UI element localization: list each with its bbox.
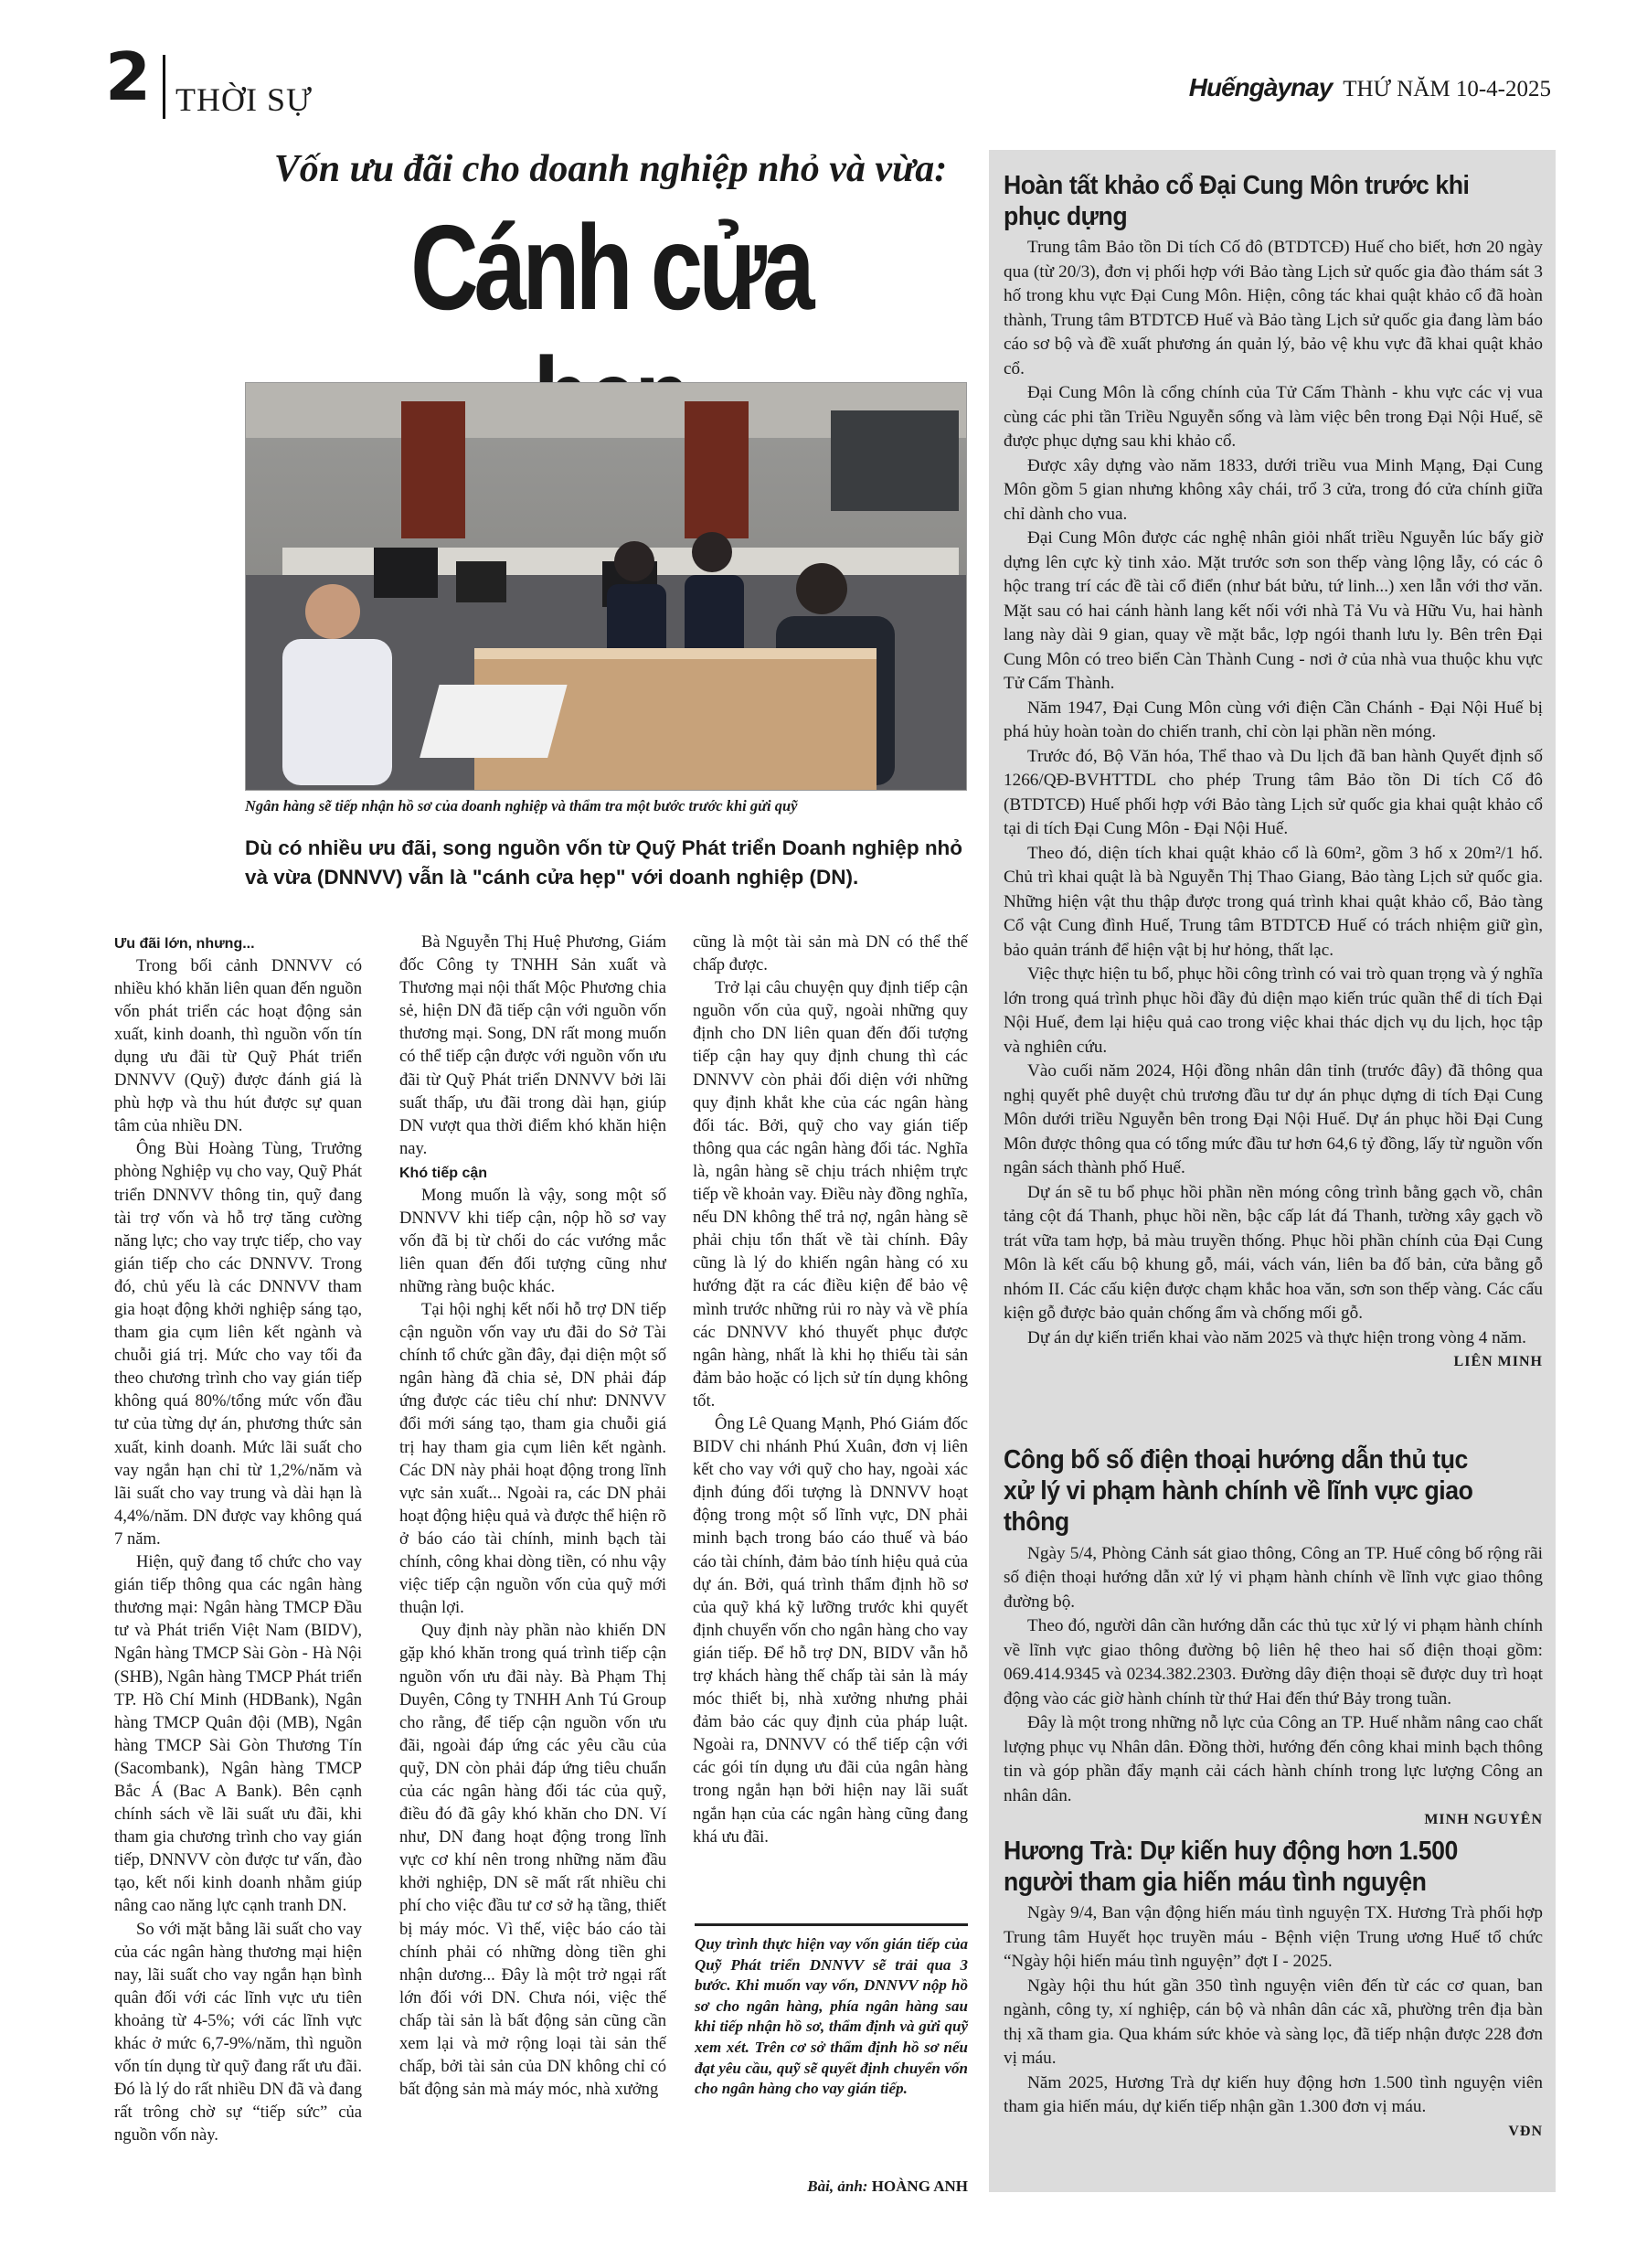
paragraph: Ngày hội thu hút gần 350 tình nguyện viên đến từ các cơ quan, ban ngành, công ty, xí nghiệp, cán bộ và nhân dân các xã, phường trên địa bàn thị xã tham gia. Qua khám sức khỏe và sàng lọc, đã tiếp nhận được 228 đơn vị máu. [1004,1975,1543,2069]
sidebar-story-title: Hương Trà: Dự kiến huy động hơn 1.500 người tham gia hiến máu tình nguyện [1004,1837,1458,1898]
sidebar-story-dai-cung-mon [1004,170,1543,1370]
bank-counter-photo-illustration [246,383,967,791]
byline-label: Bài, ảnh: [807,2177,868,2195]
paragraph: Vào cuối năm 2024, Hội đồng nhân dân tỉnh (trước đây) đã thông qua nghị quyết phê duyệt chủ trương đầu tư dự án phục dựng di tích Đại Cung Môn dưới triều Nguyễn bên trong Đại Nội Huế. Dự án phục hồi Đại Cung Môn được thông qua có tổng mức đầu tư hơn 64,6 tỷ đồng, lấy từ nguồn vốn ngân sách thành phố Huế. [1004,1061,1543,1178]
article-column-1 [114,931,362,2194]
article-column-2 [399,931,666,2192]
article-photo [245,382,967,791]
paragraph: Đại Cung Môn được các nghệ nhân giỏi nhất triều Nguyễn lúc bấy giờ dựng lên cực kỳ tinh xảo. Mặt trước sơn son thếp vàng lộng lẫy, có các ô hộc trang trí các đề tài cổ điển (như bát bửu, tứ linh...) xen lẫn với thơ văn. Mặt sau có hai cánh hành lang kết nối với nhà Tả Vu và Hữu Vu, hai hành lang này dài 9 gian, quay về mặt bắc, lợp ngói thanh lưu ly. Bên trên Đại Cung Môn có treo biển Càn Thành Cung - nơi ở của nhà vua thuộc khu vực Tử Cấm Thành. [1004,528,1543,694]
article-lead: Dù có nhiều ưu đãi, song nguồn vốn từ Quỹ Phát triển Doanh nghiệp nhỏ và vừa (DNNVV) vẫn là "cánh cửa hẹp" với doanh nghiệp (DN). [245,836,963,889]
subheading: Ưu đãi lớn, nhưng... [114,936,255,952]
paragraph: Tại hội nghị kết nối hỗ trợ DN tiếp cận nguồn vốn vay ưu đãi do Sở Tài chính tổ chức gần đây, đại diện một số ngân hàng đã chia sẻ, DN phải đáp ứng được các tiêu chí như: DNNVV đổi mới sáng tạo, tham gia chuỗi giá trị hay tham gia cụm liên kết ngành. Các DN này phải hoạt động trong lĩnh vực sản xuất... Ngoài ra, các DN phải hoạt động hiệu quả và được thể hiện rõ ở báo cáo tài chính, minh bạch tài chính, công khai dòng tiền, có nhu vậy việc tiếp cận nguồn vốn của quỹ mới thuận lợi. [399,1300,666,1618]
paragraph: So với mặt bằng lãi suất cho vay của các ngân hàng thương mại hiện nay, lãi suất cho vay ngắn hạn bình quân đối với các lĩnh vực ưu tiên khoảng từ 4-5%; với các lĩnh vực khác ở mức 6,7-9%/năm, thì nguồn vốn tín dụng từ quỹ đang rất ưu đãi. Đó là lý do rất nhiều DN đã và đang rất trông chờ sự “tiếp sức” của nguồn vốn này. [114,1919,362,2146]
paragraph: Theo đó, người dân cần hướng dẫn các thủ tục xử lý vi phạm hành chính về lĩnh vực giao thông đường bộ liên hệ theo hai số điện thoại gồm: 069.414.9345 và 0234.382.2303. Đường dây điện thoại sẽ được duy trì hoạt động vào các giờ hành chính từ thứ Hai đến thứ Bảy trong tuần. [1004,1616,1543,1709]
byline-author: HOÀNG ANH [871,2177,968,2195]
subheading: Khó tiếp cận [399,1165,488,1181]
paragraph: Dự án sẽ tu bổ phục hồi phần nền móng công trình bằng gạch vồ, chân tảng cột đá Thanh, phục hồi nền, bậc cấp lát đá Thanh, tường xây gạch vồ trát vữa tam hợp, bả màu truyền thống. Phục hồi phần chính của Đại Cung Môn là kết cấu bộ khung gỗ, mái, vách ván, liên ba đố bản, cửa bằng gỗ nhóm II. Các cấu kiện được chạm khắc hoa văn, sơn son thếp vàng. Các cấu kiện gỗ được bảo quản chống ẩm và chống mối gỗ. [1004,1182,1543,1324]
sidebar-story-body [1004,236,1543,1350]
paragraph: Quy định này phần nào khiến DN gặp khó khăn trong quá trình tiếp cận nguồn vốn ưu đãi này. Bà Phạm Thị Duyên, Công ty TNHH Anh Tú Group cho rằng, để tiếp cận nguồn vốn ưu đãi, ngoài đáp ứng các yêu cầu của quỹ, DN còn phải đáp ứng tiêu chuẩn của các ngân hàng đối tác của quỹ, điều đó đã gây khó khăn cho DN. Ví như, DN đang hoạt động trong lĩnh vực cơ khí nên trong những năm đầu khởi nghiệp, DN sẽ mất rất nhiều chi phí cho việc đầu tư cơ sở hạ tầng, thiết bị máy móc. Vì thế, việc báo cáo tài chính phải có những dòng tiền ghi nhận dương... Đây là một trở ngại rất lớn đối với DN. Chưa nói, việc thế chấp tài sản là bất động sản cũng cần xem lại và mở rộng loại tài sản thế chấp, bởi tài sản của DN không chỉ có bất động sản mà máy móc, nhà xưởng [399,1621,666,2100]
story-author: MINH NGUYÊN [1424,1812,1543,1828]
page-number: 2 [105,38,152,115]
paragraph: Năm 2025, Hương Trà dự kiến huy động hơn 1.500 tình nguyện viên tham gia hiến máu, dự kiến tiếp nhận gần 1.300 đơn vị máu. [1004,2072,1543,2117]
sidebar-story-body [1004,1542,1543,1809]
quote-divider [695,1923,968,1926]
paragraph: Ông Lê Quang Mạnh, Phó Giám đốc BIDV chi nhánh Phú Xuân, đơn vị liên kết cho vay với quỹ cho hay, ngoài xác định đúng đối tượng là DNNVV hoạt động trong một số lĩnh vực, DN phải minh bạch trong báo cáo thuế và báo cáo tài chính, đảm bảo tính hiệu quả của dự án. Bởi, quá trình thẩm định hồ sơ của quỹ khá kỹ lưỡng trước khi quyết định chuyển vốn cho ngân hàng cho vay gián tiếp. Để hỗ trợ DN, BIDV vẫn hỗ trợ khách hàng thế chấp tài sản là máy móc thiết bị, nhà xưởng nhưng phải đảm bảo các quy định của pháp luật. Ngoài ra, DNNVV có thể tiếp cận với các gói tín dụng ưu đãi của ngân hàng trong ngắn hạn bởi hiện nay lãi suất ngắn hạn của các ngân hàng cũng đang khá ưu đãi. [693,1413,968,1847]
sidebar-story-title: Hoàn tất khảo cổ Đại Cung Môn trước khi phục dựng [1004,171,1470,232]
paragraph: Năm 1947, Đại Cung Môn cùng với điện Cần Chánh - Đại Nội Huế bị phá hủy hoàn toàn do chiến tranh, chỉ còn lại phần nền móng. [1004,697,1543,742]
masthead [1189,73,1551,102]
section-divider [163,55,165,119]
issue-date: THỨ NĂM 10-4-2025 [1343,77,1551,101]
sidebar-story-traffic-hotline [1004,1444,1543,1828]
sidebar-story-blood-donation [1004,1836,1543,2140]
paragraph: Ông Bùi Hoàng Tùng, Trưởng phòng Nghiệp vụ cho vay, Quỹ Phát triển DNNVV thông tin, quỹ đang tài trợ vốn và hỗ trợ tăng cường năng lực; cho vay trực tiếp, cho vay gián tiếp cho các DNNVV. Trong đó, chủ yếu là các DNNVV tham gia hoạt động khởi nghiệp sáng tạo, tham gia cụm liên kết ngành và chuỗi giá trị. Mức cho vay tối đa theo chương trình cho vay gián tiếp không quá 80%/tổng mức vốn đầu tư của từng dự án, phương thức sản xuất, kinh doanh. Mức lãi suất cho vay ngắn hạn chỉ từ 1,2%/năm và lãi suất cho vay trung và dài hạn là 4,4%/năm. DN được vay không quá 7 năm. [114,1139,362,1549]
article-byline [695,2177,968,2196]
paragraph: Ngày 9/4, Ban vận động hiến máu tình nguyện TX. Hương Trà phối hợp Trung tâm Huyết học truyền máu - Bệnh viện Trung ương Huế tổ chức “Ngày hội hiến máu tình nguyện” đợt I - 2025. [1004,1903,1543,1972]
paragraph: Trở lại câu chuyện quy định tiếp cận nguồn vốn của quỹ, ngoài những quy định cho DN liên quan đến đối tượng tiếp cận hay quy định chung thì các DNNVV còn phải đối diện với những quy định khắt khe của các ngân hàng đối tác. Bởi, quỹ cho vay gián tiếp thông qua các ngân hàng đối tác. Nghĩa là, ngân hàng sẽ chịu trách nhiệm trực tiếp về khoản vay. Điều này đồng nghĩa, nếu DN không thể trả nợ, ngân hàng sẽ phải chịu tổn thất về tài chính. Đây cũng là lý do khiến ngân hàng có xu hướng đặt ra các điều kiện để bảo vệ mình trước những rủi ro này và về phía các DNNVV khó thuyết phục được ngân hàng, nhất là khi họ thiếu tài sản đảm bảo hoặc có lịch sử tín dụng không tốt. [693,978,968,1411]
article-headline: Cánh cửa [410,200,811,335]
paragraph: cũng là một tài sản mà DN có thể thế chấp được. [693,932,968,975]
sidebar-story-title: Công bố số điện thoại hướng dẫn thủ tục xử lý vi phạm hành chính về lĩnh vực giao thông [1004,1445,1473,1538]
paragraph: Mong muốn là vậy, song một số DNNVV khi tiếp cận, nộp hồ sơ vay vốn đã bị từ chối do các vướng mắc liên quan đến đối tượng cũng như những ràng buộc khác. [399,1185,666,1296]
newspaper-logo: Huếngàynay [1188,73,1333,101]
paragraph: Việc thực hiện tu bổ, phục hồi công trình có vai trò quan trọng và ý nghĩa lớn trong quá trình phục hồi đầy đủ diện mạo kiến trúc quần thể di tích Đại Nội Huế, đem lại hiệu quả cao trong việc khai thác dịch vụ du lịch, học tập và nghiên cứu. [1004,964,1543,1057]
paragraph: Theo đó, diện tích khai quật khảo cổ là 60m², gồm 3 hố x 20m²/1 hố. Chủ trì khai quật là bà Nguyễn Thị Thao Giang, Bảo tàng Lịch sử quốc gia. Những hiện vật thu thập được trong quá trình khai quật khảo cổ, Bảo tàng Cổ vật Cung đình Huế, Trung tâm BTDTCĐ Huế có trách nhiệm giữ gìn, bảo quản tránh để hiện vật bị hư hỏng, thất lạc. [1004,843,1543,960]
story-author: LIÊN MINH [1453,1354,1543,1370]
paragraph: Đại Cung Môn là cổng chính của Tử Cấm Thành - khu vực các vị vua cùng các phi tần Triều Nguyễn sống và làm việc bên trong Đại Nội Huế, sẽ được phục dựng sau khi khảo cổ. [1004,383,1543,452]
paragraph: Trong bối cảnh DNNVV có nhiều khó khăn liên quan đến nguồn vốn phát triển các hoạt động sản xuất, kinh doanh, thì nguồn vốn tín dụng ưu đãi từ Quỹ Phát triển DNNVV (Quỹ) được đánh giá là phù hợp và thu hút được sự quan tâm của nhiều DN. [114,955,362,1136]
paragraph: Dự án dự kiến triển khai vào năm 2025 và thực hiện trong vòng 4 năm. [1027,1327,1526,1347]
paragraph: Ngày 5/4, Phòng Cảnh sát giao thông, Công an TP. Huế công bố rộng rãi số điện thoại hướng dẫn xử lý vi phạm hành chính về lĩnh vực giao thông đường bộ. [1004,1543,1543,1612]
story-author: VĐN [1508,2123,1543,2139]
section-name: THỜI SỰ [175,81,313,118]
paragraph: Bà Nguyễn Thị Huệ Phương, Giám đốc Công ty TNHH Sản xuất và Thương mại nội thất Mộc Phương chia sẻ, hiện DN đã tiếp cận với nguồn vốn thương mại. Song, DN rất mong muốn có thể tiếp cận được với nguồn vốn ưu đãi từ Quỹ Phát triển DNNVV bởi lãi suất thấp, ưu đãi trong dài hạn, giúp DN vượt qua thời điểm khó khăn hiện nay. [399,932,666,1158]
paragraph: Trước đó, Bộ Văn hóa, Thể thao và Du lịch đã ban hành Quyết định số 1266/QĐ-BVHTTDL cho phép Trung tâm Bảo tồn Di tích Cố đô (BTDTCĐ) Huế phối hợp với Bảo tàng Lịch sử quốc gia khai quật khảo cổ tại di tích Đại Cung Môn - Đại Nội Huế. [1004,746,1543,839]
paragraph: Đây là một trong những nỗ lực của Công an TP. Huế nhằm nâng cao chất lượng phục vụ Nhân dân. Đồng thời, hướng đến công khai minh bạch thông tin và góp phần đẩy mạnh cải cách hành chính trong lực lượng Công an nhân dân. [1004,1713,1543,1805]
pull-quote: Quy trình thực hiện vay vốn gián tiếp của Quỹ Phát triển DNNVV sẽ trải qua 3 bước. Khi muốn vay vốn, DNNVV nộp hồ sơ cho ngân hàng, phía ngân hàng sau khi tiếp nhận hồ sơ, thẩm định và gửi quỹ xem xét. Trên cơ sở thẩm định hồ sơ nếu đạt yêu cầu, quỹ sẽ quyết định chuyển vốn cho ngân hàng cho vay gián tiếp. [695,1935,968,2098]
paragraph: Được xây dựng vào năm 1833, dưới triều vua Minh Mạng, Đại Cung Môn gồm 5 gian nhưng không xây chái, trổ 3 cửa, trong đó cửa chính giữa chỉ dành cho vua. [1004,455,1543,524]
photo-caption: Ngân hàng sẽ tiếp nhận hồ sơ của doanh nghiệp và thẩm tra một bước trước khi gửi quỹ [245,797,798,815]
paragraph: Trung tâm Bảo tồn Di tích Cố đô (BTDTCĐ) Huế cho biết, hơn 20 ngày qua (từ 20/3), đơn vị phối hợp với Bảo tàng Lịch sử quốc gia đào thám sát 3 hố trong khu vực Đại Cung Môn. Hiện, công tác khai quật khảo cổ đã hoàn thành, Trung tâm BTDTCĐ Huế và Bảo tàng Lịch sử quốc gia đang làm báo cáo sơ bộ và đề xuất phương án quản lý, bảo vệ khu vực đã khai quật khảo cổ. [1004,238,1543,378]
article-column-3 [693,931,968,1922]
paragraph: Hiện, quỹ đang tổ chức cho vay gián tiếp thông qua các ngân hàng thương mại: Ngân hàng TMCP Đầu tư và Phát triển Việt Nam (BIDV), Ngân hàng TMCP Sài Gòn - Hà Nội (SHB), Ngân hàng TMCP Phát triển TP. Hồ Chí Minh (HDBank), Ngân hàng TMCP Quân đội (MB), Ngân hàng TMCP Sài Gòn Thương Tín (Sacombank), Ngân hàng TMCP Bắc Á (Bac A Bank). Bên cạnh chính sách về lãi suất ưu đãi, khi tham gia chương trình cho vay gián tiếp, DNNVV còn được tư vấn, đào tạo, kết nối kinh doanh nhằm giúp nâng cao năng lực cạnh tranh DN. [114,1552,362,1916]
article-kicker: Vốn ưu đãi cho doanh nghiệp nhỏ và vừa: [273,148,948,190]
sidebar-story-body [1004,1901,1543,2120]
